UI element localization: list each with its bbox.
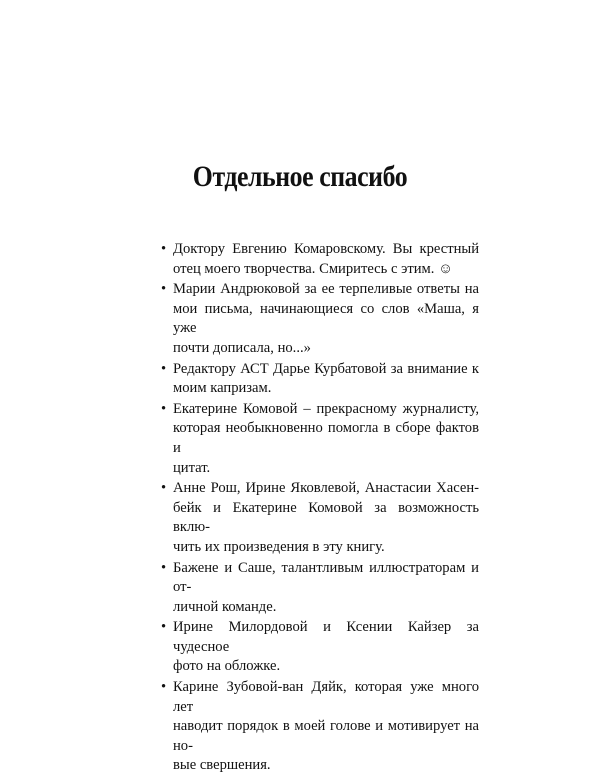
- list-item: [161, 240, 479, 279]
- bullet-icon: •: [161, 679, 167, 696]
- list-item: [161, 479, 479, 557]
- bullet-icon: •: [161, 281, 167, 298]
- item-line: почти дописала, но...»: [173, 339, 311, 356]
- item-line: Ирине Милордовой и Ксении Кайзер за чудесное: [173, 619, 479, 655]
- list-item: [161, 360, 479, 399]
- item-line: Доктору Евгению Комаровскому. Вы крестный: [173, 241, 479, 257]
- list-item: [161, 618, 479, 677]
- item-line: мои письма, начинающиеся со слов «Маша, я уже: [173, 300, 479, 337]
- page-title: Отдельное спасибо: [192, 160, 408, 193]
- list-item: [161, 559, 479, 618]
- bullet-icon: •: [161, 400, 167, 417]
- item-line: Бажене и Саше, талантливым иллюстраторам и от-: [173, 559, 479, 596]
- item-line: Марии Андрюковой за ее терпеливые ответы на: [173, 281, 479, 298]
- item-line: Редактору АСТ Дарье Курбатовой за внимание к: [173, 360, 479, 377]
- item-line: отец моего творчества. Смиритесь с этим. ☺: [173, 260, 453, 277]
- item-line: Екатерине Комовой – прекрасному журналисту,: [173, 400, 479, 417]
- bullet-icon: •: [161, 619, 167, 636]
- list-item: [161, 400, 479, 478]
- item-line: Анне Рош, Ирине Яковлевой, Анастасии Хасен-: [173, 480, 479, 497]
- item-line: моим капризам.: [173, 380, 272, 397]
- list-item: [161, 678, 479, 776]
- item-line: личной команде.: [173, 598, 277, 615]
- bullet-icon: •: [161, 480, 167, 497]
- bullet-icon: •: [161, 241, 167, 257]
- item-line: вые свершения.: [173, 757, 271, 774]
- bullet-icon: •: [161, 360, 167, 377]
- item-line: Карине Зубовой-ван Дяйк, которая уже много лет: [173, 679, 479, 715]
- item-line: фото на обложке.: [173, 658, 281, 675]
- bullet-icon: •: [161, 559, 167, 576]
- item-line: цитат.: [173, 459, 211, 476]
- list-item: [161, 280, 479, 358]
- item-line: бейк и Екатерине Комовой за возможность вклю-: [173, 499, 479, 536]
- item-line: наводит порядок в моей голове и мотивирует на но-: [173, 718, 479, 754]
- acknowledgements-list: [161, 240, 479, 777]
- item-line: чить их произведения в эту книгу.: [173, 538, 385, 555]
- item-line: которая необыкновенно помогла в сборе фактов и: [173, 420, 479, 456]
